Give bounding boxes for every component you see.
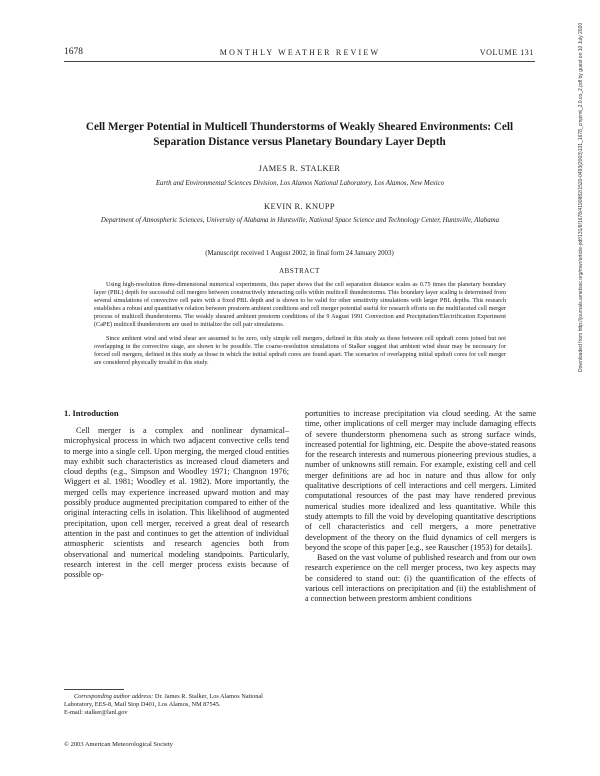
- volume-label: VOLUME 131: [479, 48, 534, 57]
- abstract-paragraph-2: Since ambient wind and wind shear are assumed to be zero, only simple cell mergers, defined in this study as those between cell updraft cores joined but not overlapping in the convective stage, are shown to be possible. The coarse-resolution simulations of Stalker suggest that ambient wind shear may be necessary for forced cell mergers, defined in this study as those in which the initial updraft cores are found apart. The scenarios of overlapping initial updraft cores for cell merger are considered physically invalid in this study.: [94, 335, 506, 366]
- footnote-text: Dr. James R. Stalker, Los Alamos National Laboratory, EES-8, Mail Stop D401, Los Alamos, NM 87545.: [64, 693, 263, 708]
- header-rule: [64, 61, 535, 62]
- right-column-paragraph-2: Based on the vast volume of published research and from our own research experience on the cell merger process, two key aspects may be considered to stand out: (i) the quantification of the effects of various cell interactions on precipitation and (ii) the establishment of a connection between prestorm ambient conditions: [305, 553, 536, 604]
- footnote-label: Corresponding author address:: [74, 693, 154, 700]
- download-sidebar-text: Downloaded from http://journals.ametsoc.org/mwr/article-pdf/131/8/1678/4190882/1520-0493(2003)131_1678_cmpimt_2.0.co_2.pdf by guest on 10 July 2020: [578, 22, 584, 372]
- footnote-rule: [64, 689, 124, 690]
- page-number: 1678: [64, 47, 83, 57]
- abstract-heading: ABSTRACT: [279, 268, 320, 275]
- author-name-1: JAMES R. STALKER: [258, 164, 341, 173]
- footnote: [64, 693, 289, 716]
- right-column-paragraph-1: portunities to increase precipitation via cloud seeding. At the same time, other implications of cell merger may include damaging effects of severe thunderstorm phenomena such as strong surface winds, increased potential for lightning, etc. Despite the above-stated reasons for the research interests and numerous pioneering previous studies, a number of unknowns still remain. For example, existing cell and cell merger definitions are ad hoc in nature and thus allow for only qualitative descriptions of cell interactions and cell mergers. Limited computational resources of the past may have rendered previous numerical studies more idealized and less quantitative. While this study attempts to fill the void by developing quantitative descriptions of cell characteristics and cell mergers, a more penetrative development of the theory on the fluid dynamics of cell mergers is beyond the scope of this paper [e.g., see Rauscher (1953) for details].: [305, 409, 536, 552]
- copyright-notice: © 2003 American Meteorological Society: [64, 741, 173, 748]
- paper-title: Cell Merger Potential in Multicell Thunderstorms of Weakly Sheared Environments: Cell Separation Distance versus Planetary Boundary Layer Depth: [85, 121, 514, 148]
- abstract-paragraph-1: Using high-resolution three-dimensional numerical experiments, this paper shows that the cell separation distance scales as 0.75 times the planetary boundary layer (PBL) depth for successful cell mergers between constructively interacting cells within multicell thunderstorms. This boundary layer scaling is determined from several simulations of convective cell pairs with a fixed PBL depth and is shown to be valid for other sensitivity simulations with larger PBL depths. This research establishes a robust and quantitative relation between prestorm ambient conditions and cell merger potential useful for research efforts on the multifaceted cell merger process of multicell thunderstorms. The weakly sheared ambient prestorm conditions of the 9 August 1991 Convection and Precipitation/Electrification Experiment (CaPE) multicell thunderstorm are used to initialize the cell pair simulations.: [94, 281, 506, 328]
- left-column: [64, 426, 289, 580]
- journal-name: MONTHLY WEATHER REVIEW: [219, 48, 381, 57]
- footnote-email: E-mail: stalker@lanl.gov: [64, 708, 128, 716]
- author-affiliation-2: Department of Atmospheric Sciences, University of Alabama in Huntsville, National Space Science and Technology Center, Huntsville, Alabama: [100, 217, 500, 224]
- left-column-paragraph-1: Cell merger is a complex and nonlinear dynamical–microphysical process in which two adjacent convective cells tend to merge into a single cell. Upon merging, the merged cloud entities may exhibit such characteristics as increased cloud diameters and cloud depths (e.g., Simpson and Woodley 1971; Changnon 1976; Wiggert et al. 1981; Woodley et al. 1982). More importantly, the merged cells may experience increased upward motion and may possibly produce augmented precipitation compared to either of the original interacting cells in isolation. This likelihood of augmented precipitation, upon cell merger, received a great deal of research attention in the past and continues to get the attention of individual atmospheric scientists and research agencies both from observational and numerical modeling standpoints. Particularly, research interest in the cell merger process exists because of possible op-: [64, 426, 289, 580]
- right-column: [305, 409, 536, 605]
- section-heading: 1. Introduction: [64, 408, 119, 418]
- manuscript-dates: (Manuscript received 1 August 2002, in final form 24 January 2003): [205, 250, 394, 257]
- author-affiliation-1: Earth and Environmental Sciences Division, Los Alamos National Laboratory, Los Alamos, New Mexico: [155, 180, 445, 187]
- author-name-2: KEVIN R. KNUPP: [264, 202, 335, 211]
